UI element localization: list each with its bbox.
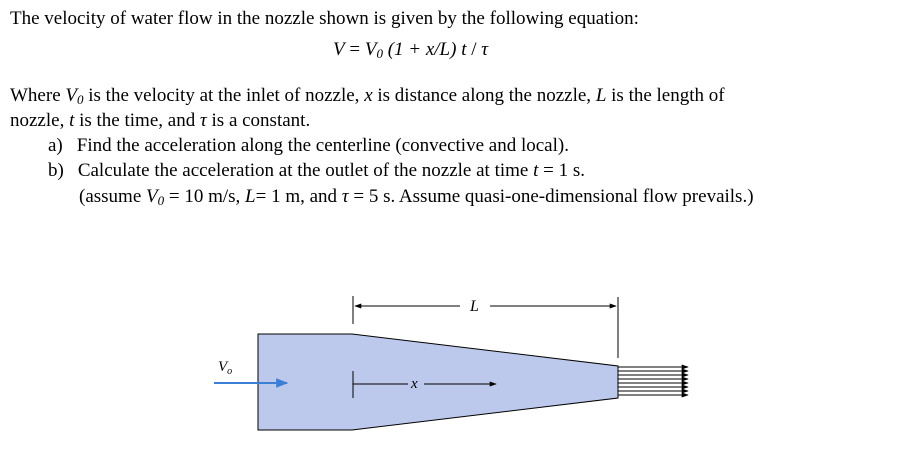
inlet-velocity-label: $V_o$ <box>218 359 233 377</box>
intro-sentence: The velocity of water flow in the nozzle shown is given by the following equation: <box>10 8 639 29</box>
velocity-equation: $V = V_0$ (1 + x/L) t / τ <box>333 39 489 61</box>
part-a: a) Find the acceleration along the centerline (convective and local). <box>48 135 569 156</box>
length-label: L <box>470 298 479 315</box>
where-line-1: Where $V_0$ is the velocity at the inlet of nozzle, x is distance along the nozzle, L is the length of <box>10 85 725 107</box>
outlet-flow-arrows <box>618 367 688 395</box>
x-label: x <box>411 376 418 392</box>
assumptions: (assume $V_0 = 10$ m/s, L= 1 m, and τ = 5 s. Assume quasi-one-dimensional flow prevails.) <box>79 186 754 208</box>
nozzle-body <box>258 334 618 430</box>
part-b: b) Calculate the acceleration at the outlet of the nozzle at time t = 1 s. <box>48 160 585 181</box>
part-b-marker: b) <box>48 160 64 181</box>
part-a-marker: a) <box>48 135 63 156</box>
where-line-2: nozzle, t is the time, and τ is a constant. <box>10 110 311 131</box>
